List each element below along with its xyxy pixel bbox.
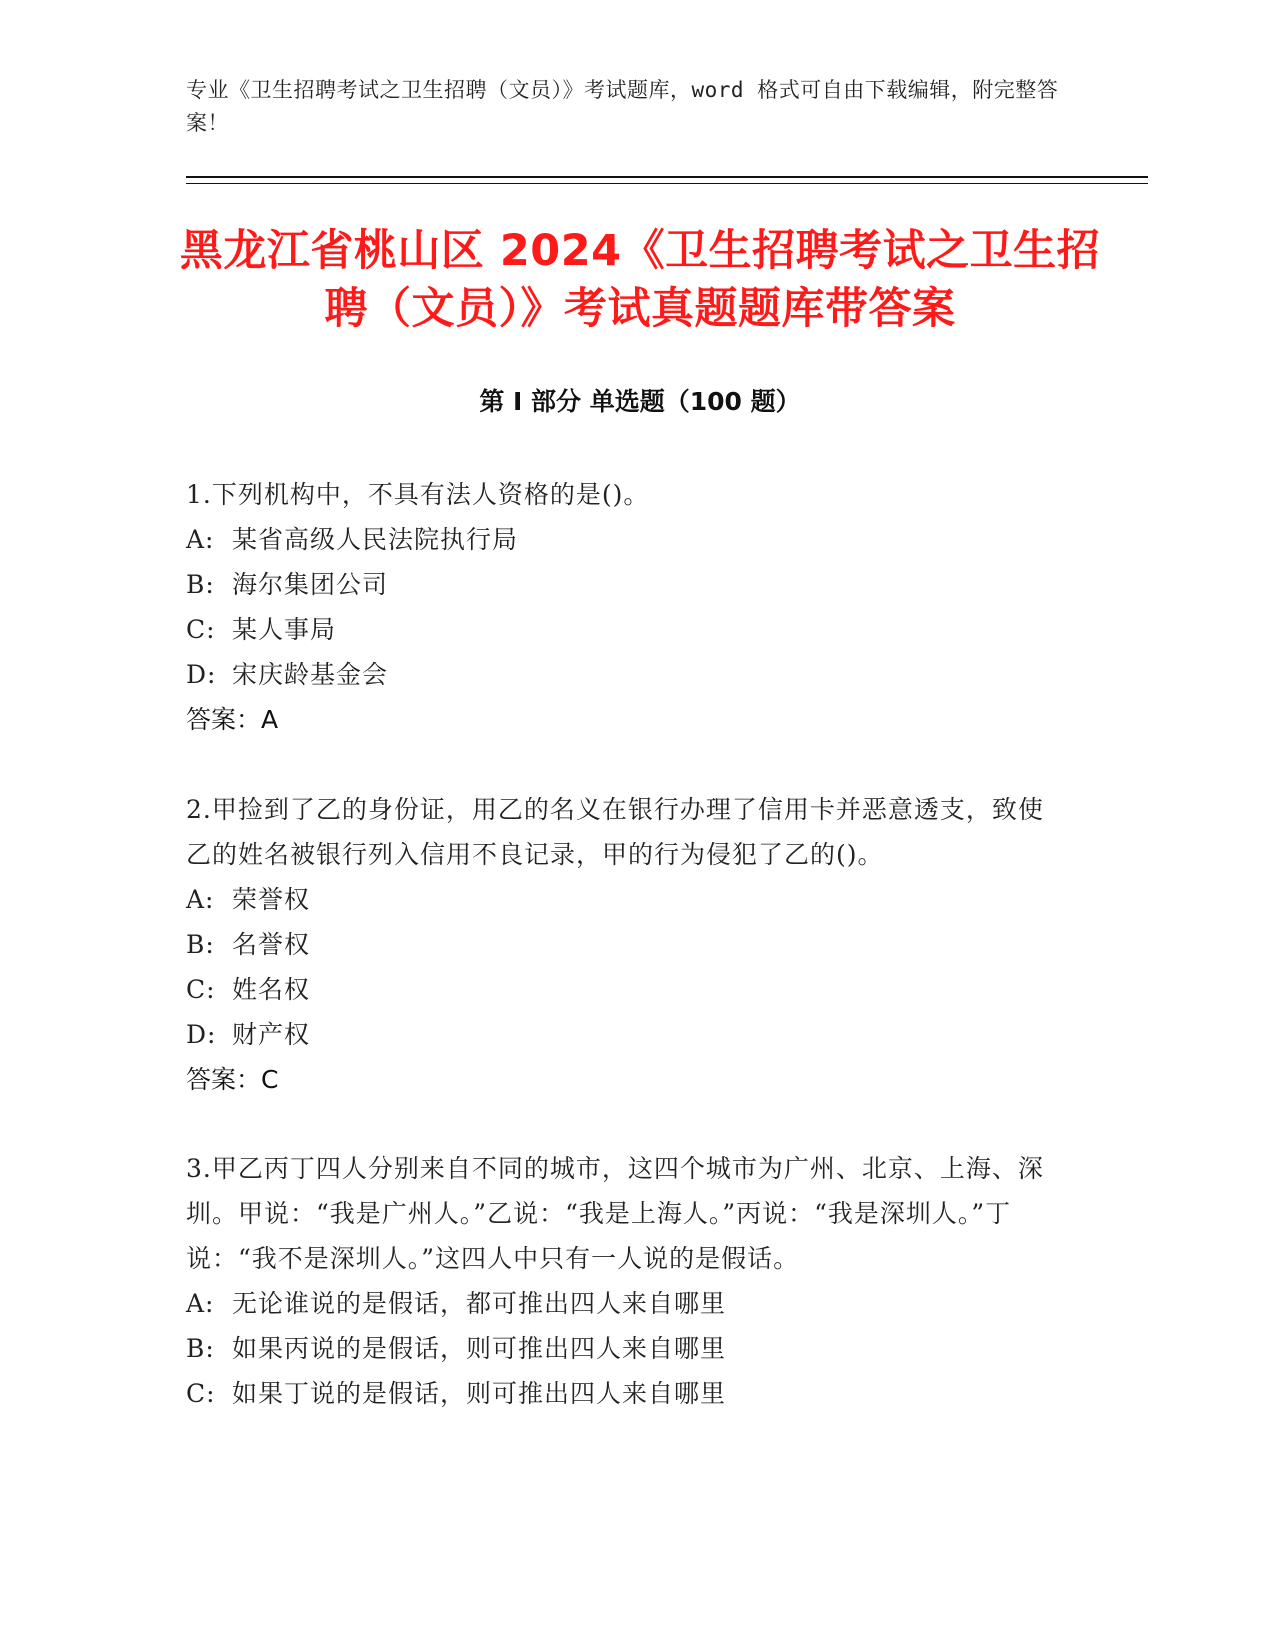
option-letter: B:	[186, 570, 215, 599]
option-text: 某省高级人民法院执行局	[232, 525, 519, 554]
answer-line: 答案：A	[186, 705, 279, 734]
option-letter: C:	[186, 975, 216, 1004]
option-c	[186, 967, 1056, 1012]
option-text: 某人事局	[232, 615, 337, 644]
option-text: 无论谁说的是假话，都可推出四人来自哪里	[232, 1289, 727, 1318]
option-letter: C:	[186, 1379, 216, 1408]
option-letter: D:	[186, 660, 217, 689]
header-note: 专业《卫生招聘考试之卫生招聘（文员）》考试题库，word 格式可自由下载编辑，附完整答案！	[186, 78, 1059, 135]
option-letter: B:	[186, 930, 215, 959]
option-text: 姓名权	[232, 975, 311, 1004]
option-a	[186, 1281, 1056, 1326]
option-text: 名誉权	[232, 930, 311, 959]
question-stem: 2.甲捡到了乙的身份证，用乙的名义在银行办理了信用卡并恶意透支，致使乙的姓名被银行列入信用不良记录，甲的行为侵犯了乙的()。	[186, 795, 1044, 869]
document-title: 黑龙江省桃山区 2024《卫生招聘考试之卫生招聘（文员）》考试真题题库带答案	[179, 226, 1101, 334]
option-c	[186, 1371, 1056, 1416]
option-text: 荣誉权	[232, 885, 311, 914]
question-2	[186, 787, 1056, 1102]
option-d	[186, 652, 1056, 697]
header-divider-thick	[186, 176, 1148, 178]
option-b	[186, 922, 1056, 967]
section-heading: 第 I 部分 单选题（100 题）	[479, 387, 801, 416]
option-letter: D:	[186, 1020, 217, 1049]
option-a	[186, 517, 1056, 562]
option-c	[186, 607, 1056, 652]
option-text: 宋庆龄基金会	[232, 660, 389, 689]
option-a	[186, 877, 1056, 922]
option-letter: B:	[186, 1334, 215, 1363]
question-stem: 3.甲乙丙丁四人分别来自不同的城市，这四个城市为广州、北京、上海、深圳。甲说：“我是广州人。”乙说：“我是上海人。”丙说：“我是深圳人。”丁说：“我不是深圳人。”这四人中只有一人说的是假话。	[186, 1154, 1044, 1273]
option-letter: A:	[186, 885, 215, 914]
question-1	[186, 472, 1056, 742]
option-letter: A:	[186, 525, 215, 554]
option-letter: A:	[186, 1289, 215, 1318]
answer-line: 答案：C	[186, 1065, 279, 1094]
header-divider-thin	[186, 183, 1148, 184]
option-b	[186, 562, 1056, 607]
option-text: 海尔集团公司	[232, 570, 389, 599]
option-d	[186, 1012, 1056, 1057]
option-b	[186, 1326, 1056, 1371]
option-text: 如果丙说的是假话，则可推出四人来自哪里	[232, 1334, 727, 1363]
option-letter: C:	[186, 615, 216, 644]
question-stem: 1.下列机构中，不具有法人资格的是()。	[186, 480, 650, 509]
option-text: 如果丁说的是假话，则可推出四人来自哪里	[232, 1379, 727, 1408]
option-text: 财产权	[232, 1020, 311, 1049]
question-3	[186, 1146, 1056, 1416]
